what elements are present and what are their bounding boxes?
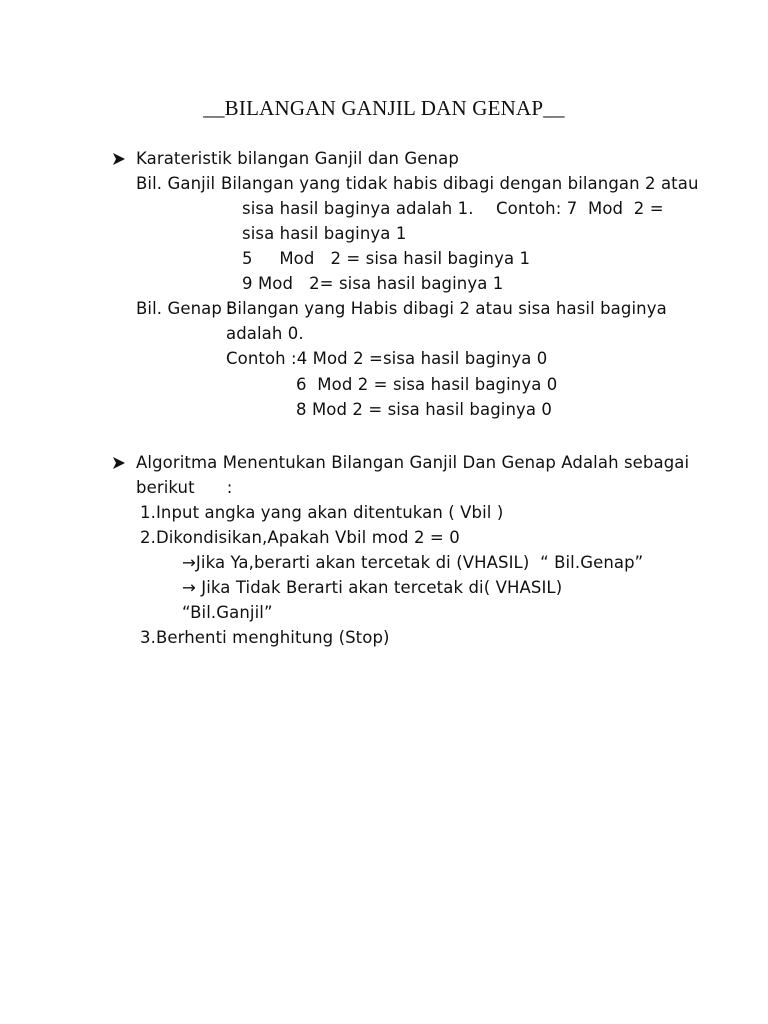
section1-heading: Karateristik bilangan Ganjil dan Genap: [136, 149, 459, 168]
ganjil-example-3: 9 Mod 2= sisa hasil baginya 1: [242, 274, 504, 293]
ganjil-label: Bil. Ganjil :: [136, 174, 227, 193]
ganjil-definition-line2: sisa hasil baginya adalah 1.: [242, 199, 474, 218]
genap-example-1: Contoh :4 Mod 2 =sisa hasil baginya 0: [226, 349, 548, 368]
document-title: __BILANGAN GANJIL DAN GENAP__: [203, 96, 565, 120]
algorithm-step-1: 1.Input angka yang akan ditentukan ( Vbil ): [140, 503, 504, 522]
algorithm-step-2-no-line2: “Bil.Ganjil”: [182, 603, 273, 622]
genap-label: Bil. Genap :: [136, 299, 233, 318]
ganjil-example-label: Contoh: 7 Mod 2 =: [496, 199, 664, 218]
arrowhead-bullet-icon: [112, 456, 126, 470]
ganjil-example-1-result: sisa hasil baginya 1: [242, 224, 407, 243]
section2-heading-line1: Algoritma Menentukan Bilangan Ganjil Dan Genap Adalah sebagai: [136, 453, 690, 472]
ganjil-example-2: 5 Mod 2 = sisa hasil baginya 1: [242, 249, 531, 268]
genap-example-3: 8 Mod 2 = sisa hasil baginya 0: [296, 400, 553, 419]
algorithm-step-3: 3.Berhenti menghitung (Stop): [140, 628, 390, 647]
algorithm-step-2: 2.Dikondisikan,Apakah Vbil mod 2 = 0: [140, 528, 460, 547]
genap-definition-line2: adalah 0.: [226, 324, 304, 343]
algorithm-step-2-yes: →Jika Ya,berarti akan tercetak di (VHASIL) “ Bil.Genap”: [182, 553, 644, 572]
algorithm-step-2-no-line1: → Jika Tidak Berarti akan tercetak di( VHASIL): [182, 578, 563, 597]
ganjil-definition-line1: Bilangan yang tidak habis dibagi dengan bilangan 2 atau: [221, 174, 699, 193]
section2-heading-line2: berikut :: [136, 478, 233, 497]
genap-example-2: 6 Mod 2 = sisa hasil baginya 0: [296, 375, 558, 394]
genap-definition-line1: Bilangan yang Habis dibagi 2 atau sisa hasil baginya: [226, 299, 667, 318]
arrowhead-bullet-icon: [112, 152, 126, 166]
